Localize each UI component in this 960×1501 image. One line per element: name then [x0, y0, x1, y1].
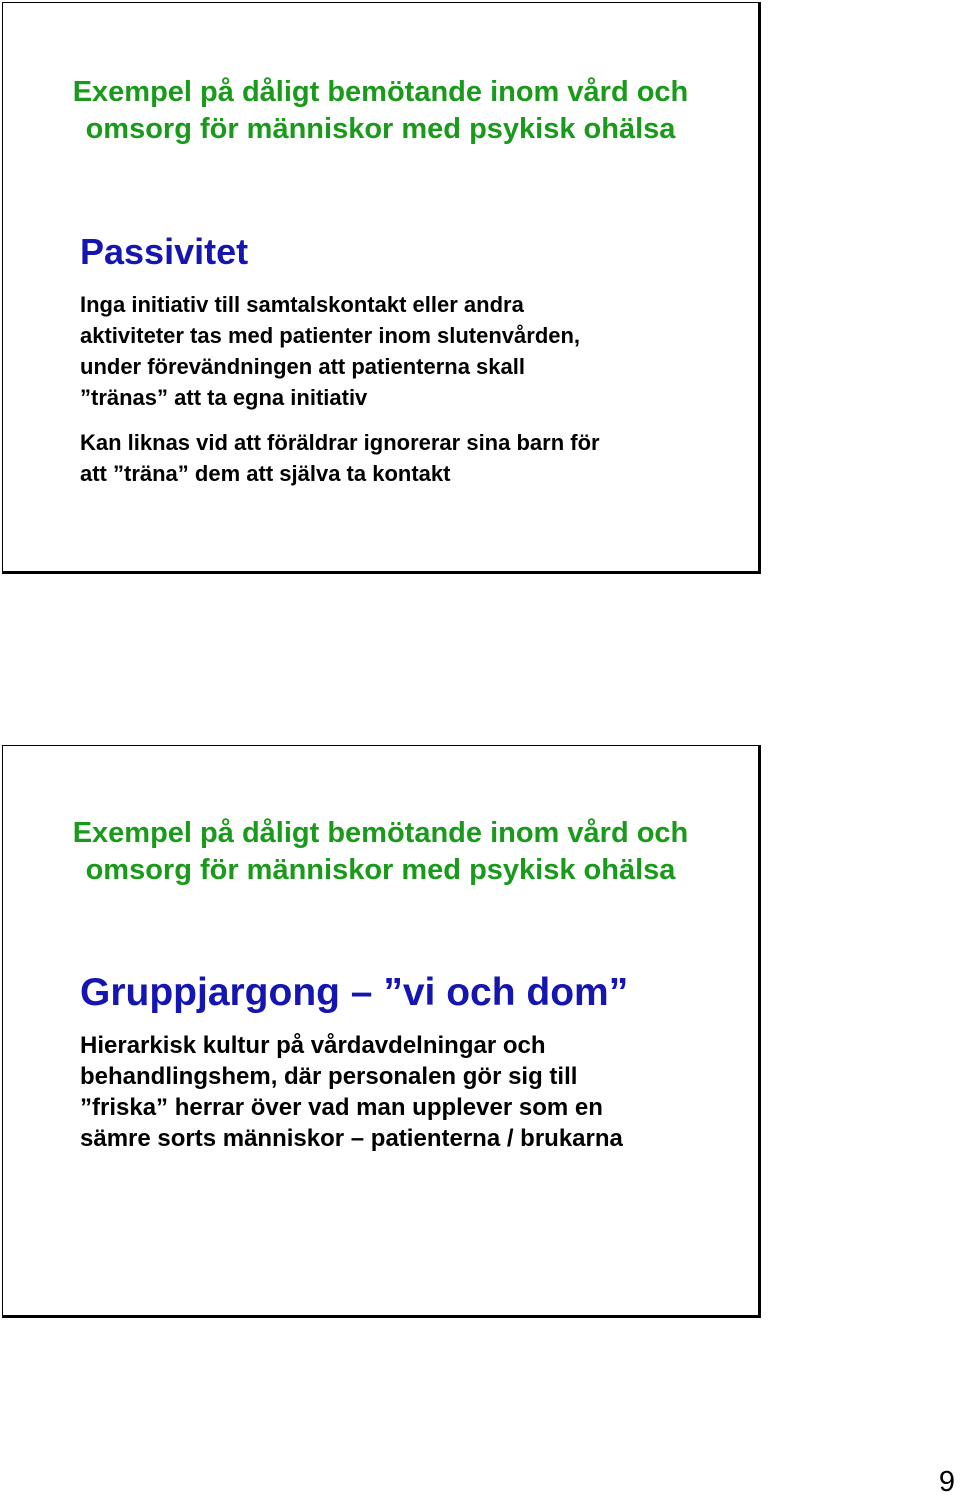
- title-line: Exempel på dåligt bemötande inom vård och: [72, 76, 689, 108]
- body-line: under förevändningen att patienterna skall: [80, 354, 525, 379]
- page-number: 9: [938, 1466, 955, 1498]
- title-line: omsorg för människor med psykisk ohälsa: [85, 854, 676, 886]
- body-line: att ”träna” dem att själva ta kontakt: [80, 461, 451, 486]
- body-line: Kan liknas vid att föräldrar ignorerar sina barn för: [80, 430, 600, 455]
- body-paragraph: [80, 289, 580, 413]
- body-line: ”tränas” att ta egna initiativ: [80, 385, 368, 410]
- title-line: Exempel på dåligt bemötande inom vård och: [72, 817, 689, 849]
- title-line: omsorg för människor med psykisk ohälsa: [85, 113, 676, 145]
- section-heading: Passivitet: [80, 231, 249, 272]
- body-line: ”friska” herrar över vad man upplever som en: [80, 1094, 603, 1121]
- body-line: behandlingshem, där personalen gör sig till: [80, 1063, 578, 1090]
- body-paragraph: [80, 1030, 623, 1154]
- slide-title: [3, 815, 758, 889]
- body-paragraph: [80, 427, 600, 489]
- body-line: Hierarkisk kultur på vårdavdelningar och: [80, 1032, 546, 1059]
- slide-2: [2, 745, 761, 1318]
- slide-title: [3, 74, 758, 148]
- body-line: sämre sorts människor – patienterna / brukarna: [80, 1125, 623, 1152]
- section-heading: Gruppjargong – ”vi och dom”: [80, 971, 629, 1014]
- body-line: aktiviteter tas med patienter inom slutenvården,: [80, 323, 581, 348]
- slide-1: [2, 2, 761, 574]
- body-line: Inga initiativ till samtalskontakt eller andra: [80, 292, 524, 317]
